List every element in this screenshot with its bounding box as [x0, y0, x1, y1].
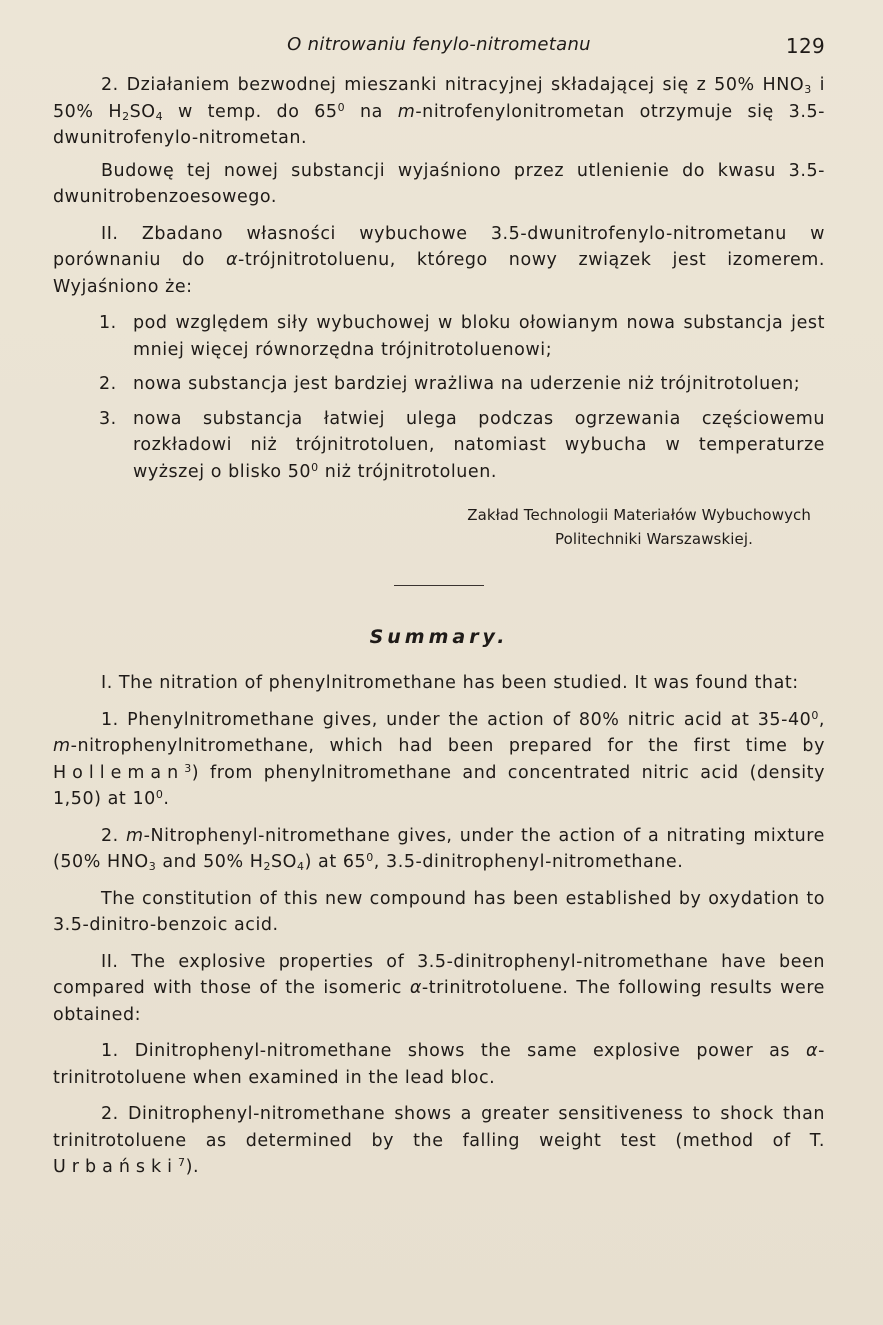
- polish-item-2: 2. Działaniem bezwodnej mieszanki nitracyjnej składającej się z 50% $HNO_3$ i 50% $H_2SO_4$ w temp. do $65^0$ na m-nitrofenylonitrometan otrzymuje się 3.5-dwunitrofenylo-nitrometan.: [53, 75, 825, 148]
- summary-item-1: 1. Phenylnitromethane gives, under the action of 80% nitric acid at $35-40^0$, m-nitrophenylnitromethane, which had been prepared for the first time by Holleman$^3$) from phenylnitromethane and concentrated nitric acid (density 1,50) at $10^0$.: [53, 708, 825, 809]
- section-divider: [394, 585, 484, 586]
- summary-part-1: I. The nitration of phenylnitromethane has been studied. It was found that:: [101, 673, 799, 693]
- polish-finding-3: 3. nowa substancja łatwiej ulega podczas ogrzewania częściowemu rozkładowi niż trójnitrotoluen, natomiast wybucha w temperaturze wyższej o blisko $50^0$ niż trójnitrotoluen.: [99, 408, 825, 482]
- summary-heading: Summary.: [369, 626, 509, 648]
- running-header: [53, 30, 825, 66]
- affiliation: [53, 503, 825, 551]
- polish-finding-2: 2. nowa substancja jest bardziej wrażliwa na uderzenie niż trójnitrotoluen;: [99, 374, 801, 394]
- summary-body: [53, 670, 825, 1181]
- summary-item-2: 2. m-Nitrophenyl-nitromethane gives, under the action of a nitrating mixture (50% $HNO_3$ and 50% $H_2SO_4$) at $65^0$, 3.5-dinitrophenyl-nitromethane.: [53, 825, 825, 873]
- summary-constitution: The constitution of this new compound has been established by oxydation to 3.5-dinitro-benzoic acid.: [53, 888, 825, 935]
- affiliation-line-2: Politechniki Warszawskiej.: [555, 530, 753, 548]
- summary-result-1: 1. Dinitrophenyl-nitromethane shows the same explosive power as α-trinitrotoluene when examined in the lead bloc.: [53, 1041, 825, 1088]
- author-name-urbanski: Urbański: [53, 1157, 179, 1177]
- page-number: 129: [785, 34, 825, 58]
- affiliation-line-1: Zakład Technologii Materiałów Wybuchowych: [467, 506, 811, 524]
- polish-structure-paragraph: Budowę tej nowej substancji wyjaśniono przez utlenienie do kwasu 3.5-dwunitrobenzoesowego.: [53, 160, 825, 207]
- polish-part-2: II. Zbadano własności wybuchowe 3.5-dwunitrofenylo-nitrometanu w porównaniu do α-trójnitrotoluenu, którego nowy związek jest izomerem. Wyjaśniono że:: [53, 223, 826, 297]
- author-name-holleman: Holleman: [53, 762, 185, 783]
- polish-finding-1: 1. pod względem siły wybuchowej w bloku ołowianym nowa substancja jest mniej więcej równorzędna trójnitrotoluenowi;: [99, 313, 825, 360]
- running-title: O nitrowaniu fenylo-nitrometanu: [287, 34, 591, 55]
- polish-findings-list: [53, 310, 825, 485]
- summary-result-2: 2. Dinitrophenyl-nitromethane shows a greater sensitiveness to shock than trinitrotoluene as determined by the falling weight test (method of T. Urbański$^7$).: [53, 1104, 825, 1177]
- summary-part-2: II. The explosive properties of 3.5-dinitrophenyl-nitromethane have been compared with those of the isomeric α-trinitrotoluene. The following results were obtained:: [53, 951, 825, 1025]
